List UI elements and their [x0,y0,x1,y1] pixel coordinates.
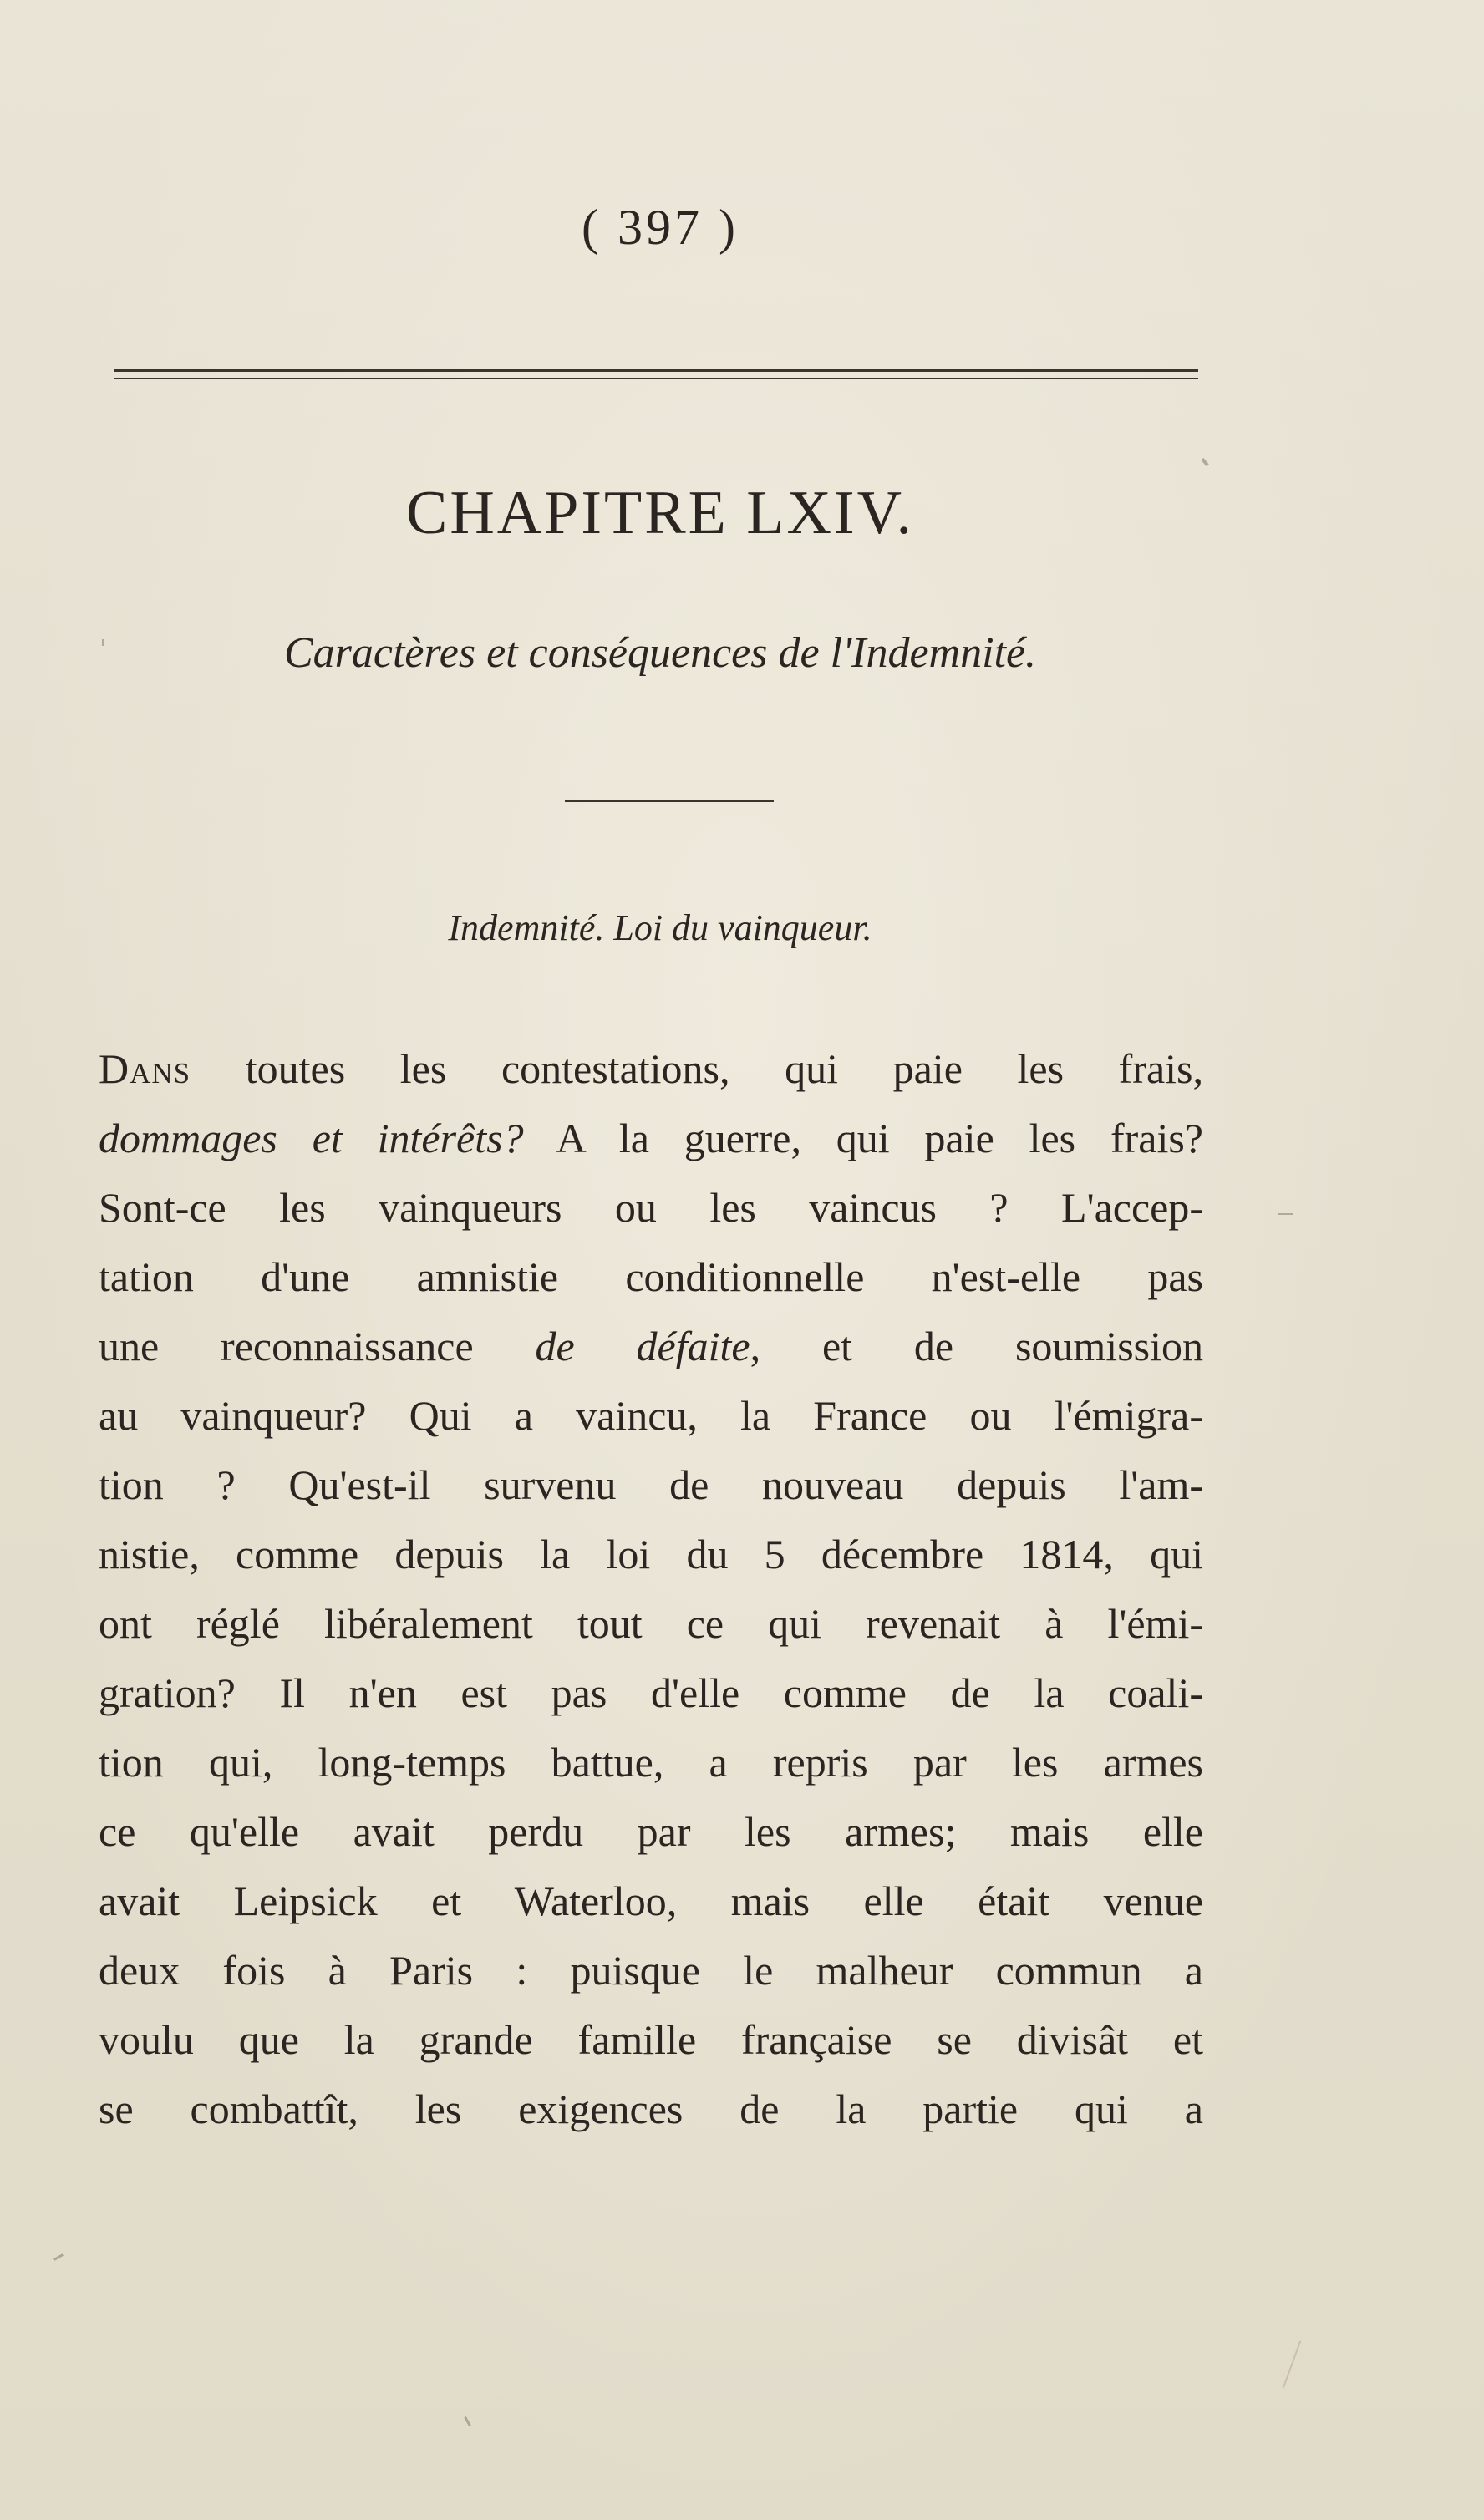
text-segment: une reconnaissance [99,1323,536,1369]
text-line [99,1312,1203,1381]
text-line [99,1242,1203,1312]
paper-fleck [1278,1213,1293,1215]
text-line [99,1867,1203,1936]
paper-fleck [53,2253,64,2261]
text-segment: toutes les contestations, qui paie les frais, [191,1045,1203,1092]
text-segment: se combattît, les exigences de la partie qui a [99,2086,1203,2132]
text-segment: avait Leipsick et Waterloo, mais elle était venue [99,1877,1203,1924]
text-segment: de défaite [535,1323,750,1369]
text-segment: tion qui, long-temps battue, a repris par les armes [99,1739,1203,1786]
text-line [99,1659,1203,1728]
text-segment: dommages et intérêts? [99,1115,524,1161]
text-line [99,1936,1203,2005]
header-double-rule [114,369,1198,379]
text-segment: ont réglé libéralement tout ce qui revenait à l'émi- [99,1600,1203,1647]
text-segment: deux fois à Paris : puisque le malheur commun a [99,1947,1203,1994]
text-line [99,1589,1203,1659]
section-title: Indemnité. Loi du vainqueur. [448,907,872,948]
paper-fleck [464,2416,471,2426]
section-divider-rule [565,800,774,802]
paper-fleck [1201,458,1208,466]
text-line [99,1797,1203,1867]
chapter-subtitle: Caractères et conséquences de l'Indemnité. [283,629,1037,677]
text-segment: voulu que la grande famille française se divisât et [99,2016,1203,2063]
text-segment: Sont-ce les vainqueurs ou les vaincus ? L'accep- [99,1184,1203,1231]
page-number: ( 397 ) [582,200,739,255]
text-line [99,1173,1203,1242]
text-segment: gration? Il n'en est pas d'elle comme de la coali- [99,1669,1203,1716]
text-segment: tation d'une amnistie conditionnelle n'est-elle pas [99,1253,1203,1300]
text-segment: A la guerre, qui paie les frais? [523,1115,1203,1161]
text-segment: nistie, comme depuis la loi du 5 décembre 1814, qui [99,1531,1203,1578]
chapter-title: CHAPITRE LXIV. [406,479,914,547]
paper-fleck [102,639,104,646]
text-segment: tion ? Qu'est-il survenu de nouveau depuis l'am- [99,1461,1203,1508]
text-segment: au vainqueur? Qui a vaincu, la France ou l'émigra- [99,1392,1203,1439]
body-paragraph [99,1034,1203,2144]
paper-fleck [1283,2340,1301,2388]
text-line [99,2005,1203,2075]
text-segment: Dans [99,1045,191,1092]
text-segment: ce qu'elle avait perdu par les armes; mais elle [99,1808,1203,1855]
text-segment: , et de soumission [750,1323,1203,1369]
text-line [99,1728,1203,1797]
text-line [99,1104,1203,1173]
text-line [99,1451,1203,1520]
text-line [99,1381,1203,1451]
text-line [99,2075,1203,2144]
text-line [99,1034,1203,1104]
text-line [99,1520,1203,1589]
